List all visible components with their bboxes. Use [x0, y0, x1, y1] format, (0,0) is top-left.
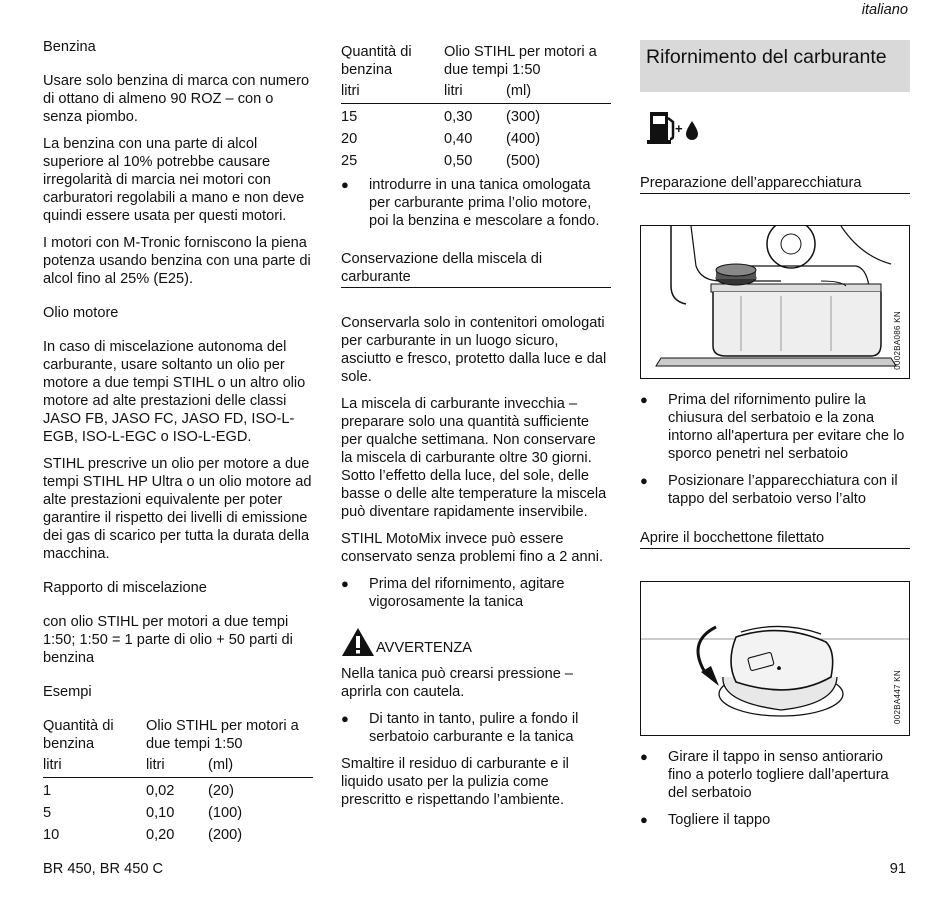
bullet-item: ● Girare il tappo in senso antiorario fino a poterlo togliere dall’apertura del serbatoio [640, 749, 889, 801]
bullet-icon: ● [341, 177, 349, 192]
table-row: 15 0,30 (300) [341, 109, 541, 125]
paragraph: con olio STIHL per motori a due tempi 1:50; 1:50 = 1 parte di olio + 50 parti di benzina [43, 614, 293, 666]
table-row: 25 0,50 (500) [341, 153, 541, 169]
table-header: Quantità di benzina [43, 718, 114, 752]
section-banner: Rifornimento del carburante [640, 40, 910, 92]
paragraph: Smaltire il residuo di carburante e il liquido usato per la pulizia come prescritto e rispettando l’ambiente. [341, 756, 569, 808]
table-row: 10 0,20 (200) [43, 827, 243, 843]
heading-olio-motore: Olio motore [43, 305, 119, 321]
table-header: Olio STIHL per motori a due tempi 1:50 [146, 718, 299, 752]
paragraph: STIHL prescrive un olio per motore a due tempi STIHL HP Ultra o un olio motore ad alte prestazioni equivalente per poter garantire il rispetto dei livelli di emissione dei gas di scarico per tutta la durata della macchina. [43, 456, 312, 562]
bullet-item: ● Togliere il tappo [640, 812, 771, 828]
paragraph: La miscela di carburante invecchia – preparare solo una quantità sufficiente per qualche settimana. Non conservare la miscela di carburante oltre 30 giorni. Sotto l’effetto della luce, del sole, delle basse o delle alte temperature la miscela può diventare rapidamente inservibile. [341, 396, 607, 520]
page-number: 91 [889, 861, 906, 877]
heading-preparazione: Preparazione dell’apparecchiatura [640, 174, 910, 194]
bullet-icon: ● [640, 812, 648, 827]
column-left [43, 38, 313, 844]
table-row: 5 0,10 (100) [43, 805, 243, 821]
heading-aprire: Aprire il bocchettone filettato [640, 529, 910, 549]
table-unit: (ml) [506, 79, 611, 104]
language-label: italiano [861, 2, 908, 18]
bullet-icon: ● [341, 711, 349, 726]
bullet-item: ● Di tanto in tanto, pulire a fondo il serbatoio carburante e la tanica [341, 711, 579, 745]
tank-illustration [641, 226, 909, 378]
bullet-icon: ● [640, 749, 648, 764]
svg-text:+: + [675, 121, 683, 136]
table-unit: litri [444, 79, 506, 104]
paragraph: Conservarla solo in contenitori omologati per carburante in un luogo sicuro, asciutto e fresco, protetto dalla luce e dal sole. [341, 315, 607, 385]
heading-conservazione: Conservazione della miscela di carburante [341, 250, 611, 288]
figure-code: 002BA447 KN [893, 670, 902, 725]
bullet-item: ● Prima del rifornimento, agitare vigorosamente la tanica [341, 576, 565, 610]
paragraph: I motori con M-Tronic forniscono la piena potenza usando benzina con una parte di alcol fino al 25% (E25). [43, 235, 311, 287]
figure-tank-cap [640, 225, 910, 379]
table-unit: (ml) [208, 753, 313, 778]
table-row: 1 0,02 (20) [43, 783, 234, 799]
figure-code: 0002BA086 KN [893, 311, 902, 370]
fuel-pump-oil-icon [640, 108, 700, 148]
table-unit: litri [146, 753, 208, 778]
bullet-item: ● introdurre in una tanica omologata per carburante prima l’olio motore, poi la benzina e mescolare a fondo. [341, 177, 600, 229]
table-unit: litri [341, 79, 444, 104]
column-middle [341, 43, 611, 809]
mix-table-2 [341, 43, 611, 170]
figure-cap-rotate [640, 581, 910, 736]
paragraph: In caso di miscelazione autonoma del carburante, usare soltanto un olio per motore a due tempi STIHL o un altro olio motore ad alte prestazioni delle classi JASO FB, JASO FC, JASO FD, ISO-L-EGB, ISO-L-EGC o ISO-L-EGD. [43, 339, 306, 445]
paragraph: La benzina con una parte di alcol superiore al 10% potrebbe causare irregolarità di marcia nei motori con carburatori regolabili a mano e non deve quindi essere usata per questi motori. [43, 136, 305, 224]
warning-header [341, 627, 611, 657]
warning-triangle-icon [341, 627, 375, 657]
cap-illustration [641, 582, 909, 735]
paragraph: Nella tanica può crearsi pressione – aprirla con cautela. [341, 666, 574, 700]
bullet-icon: ● [640, 473, 648, 488]
heading-esempi: Esempi [43, 684, 92, 700]
table-row: 20 0,40 (400) [341, 131, 541, 147]
bullet-item: ● Prima del rifornimento pulire la chiusura del serbatoio e la zona intorno all'apertura per evitare che lo sporco penetri nel serbatoio [640, 392, 905, 462]
table-header: Quantità di benzina [341, 44, 412, 78]
bullet-item: ● Posizionare l’apparecchiatura con il tappo del serbatoio verso l’alto [640, 473, 898, 507]
bullet-icon: ● [341, 576, 349, 591]
warning-label: AVVERTENZA [376, 640, 472, 656]
paragraph: Usare solo benzina di marca con numero di ottano di almeno 90 ROZ – con o senza piombo. [43, 73, 310, 125]
table-header: Olio STIHL per motori a due tempi 1:50 [444, 44, 597, 78]
footer-model: BR 450, BR 450 C [43, 861, 164, 877]
heading-rapporto: Rapporto di miscelazione [43, 580, 207, 596]
column-right [640, 40, 910, 829]
bullet-icon: ● [640, 392, 648, 407]
paragraph: STIHL MotoMix invece può essere conservato senza problemi fino a 2 anni. [341, 531, 604, 565]
heading-benzina: Benzina [43, 39, 96, 55]
mix-table-1 [43, 717, 313, 844]
table-unit: litri [43, 753, 146, 778]
